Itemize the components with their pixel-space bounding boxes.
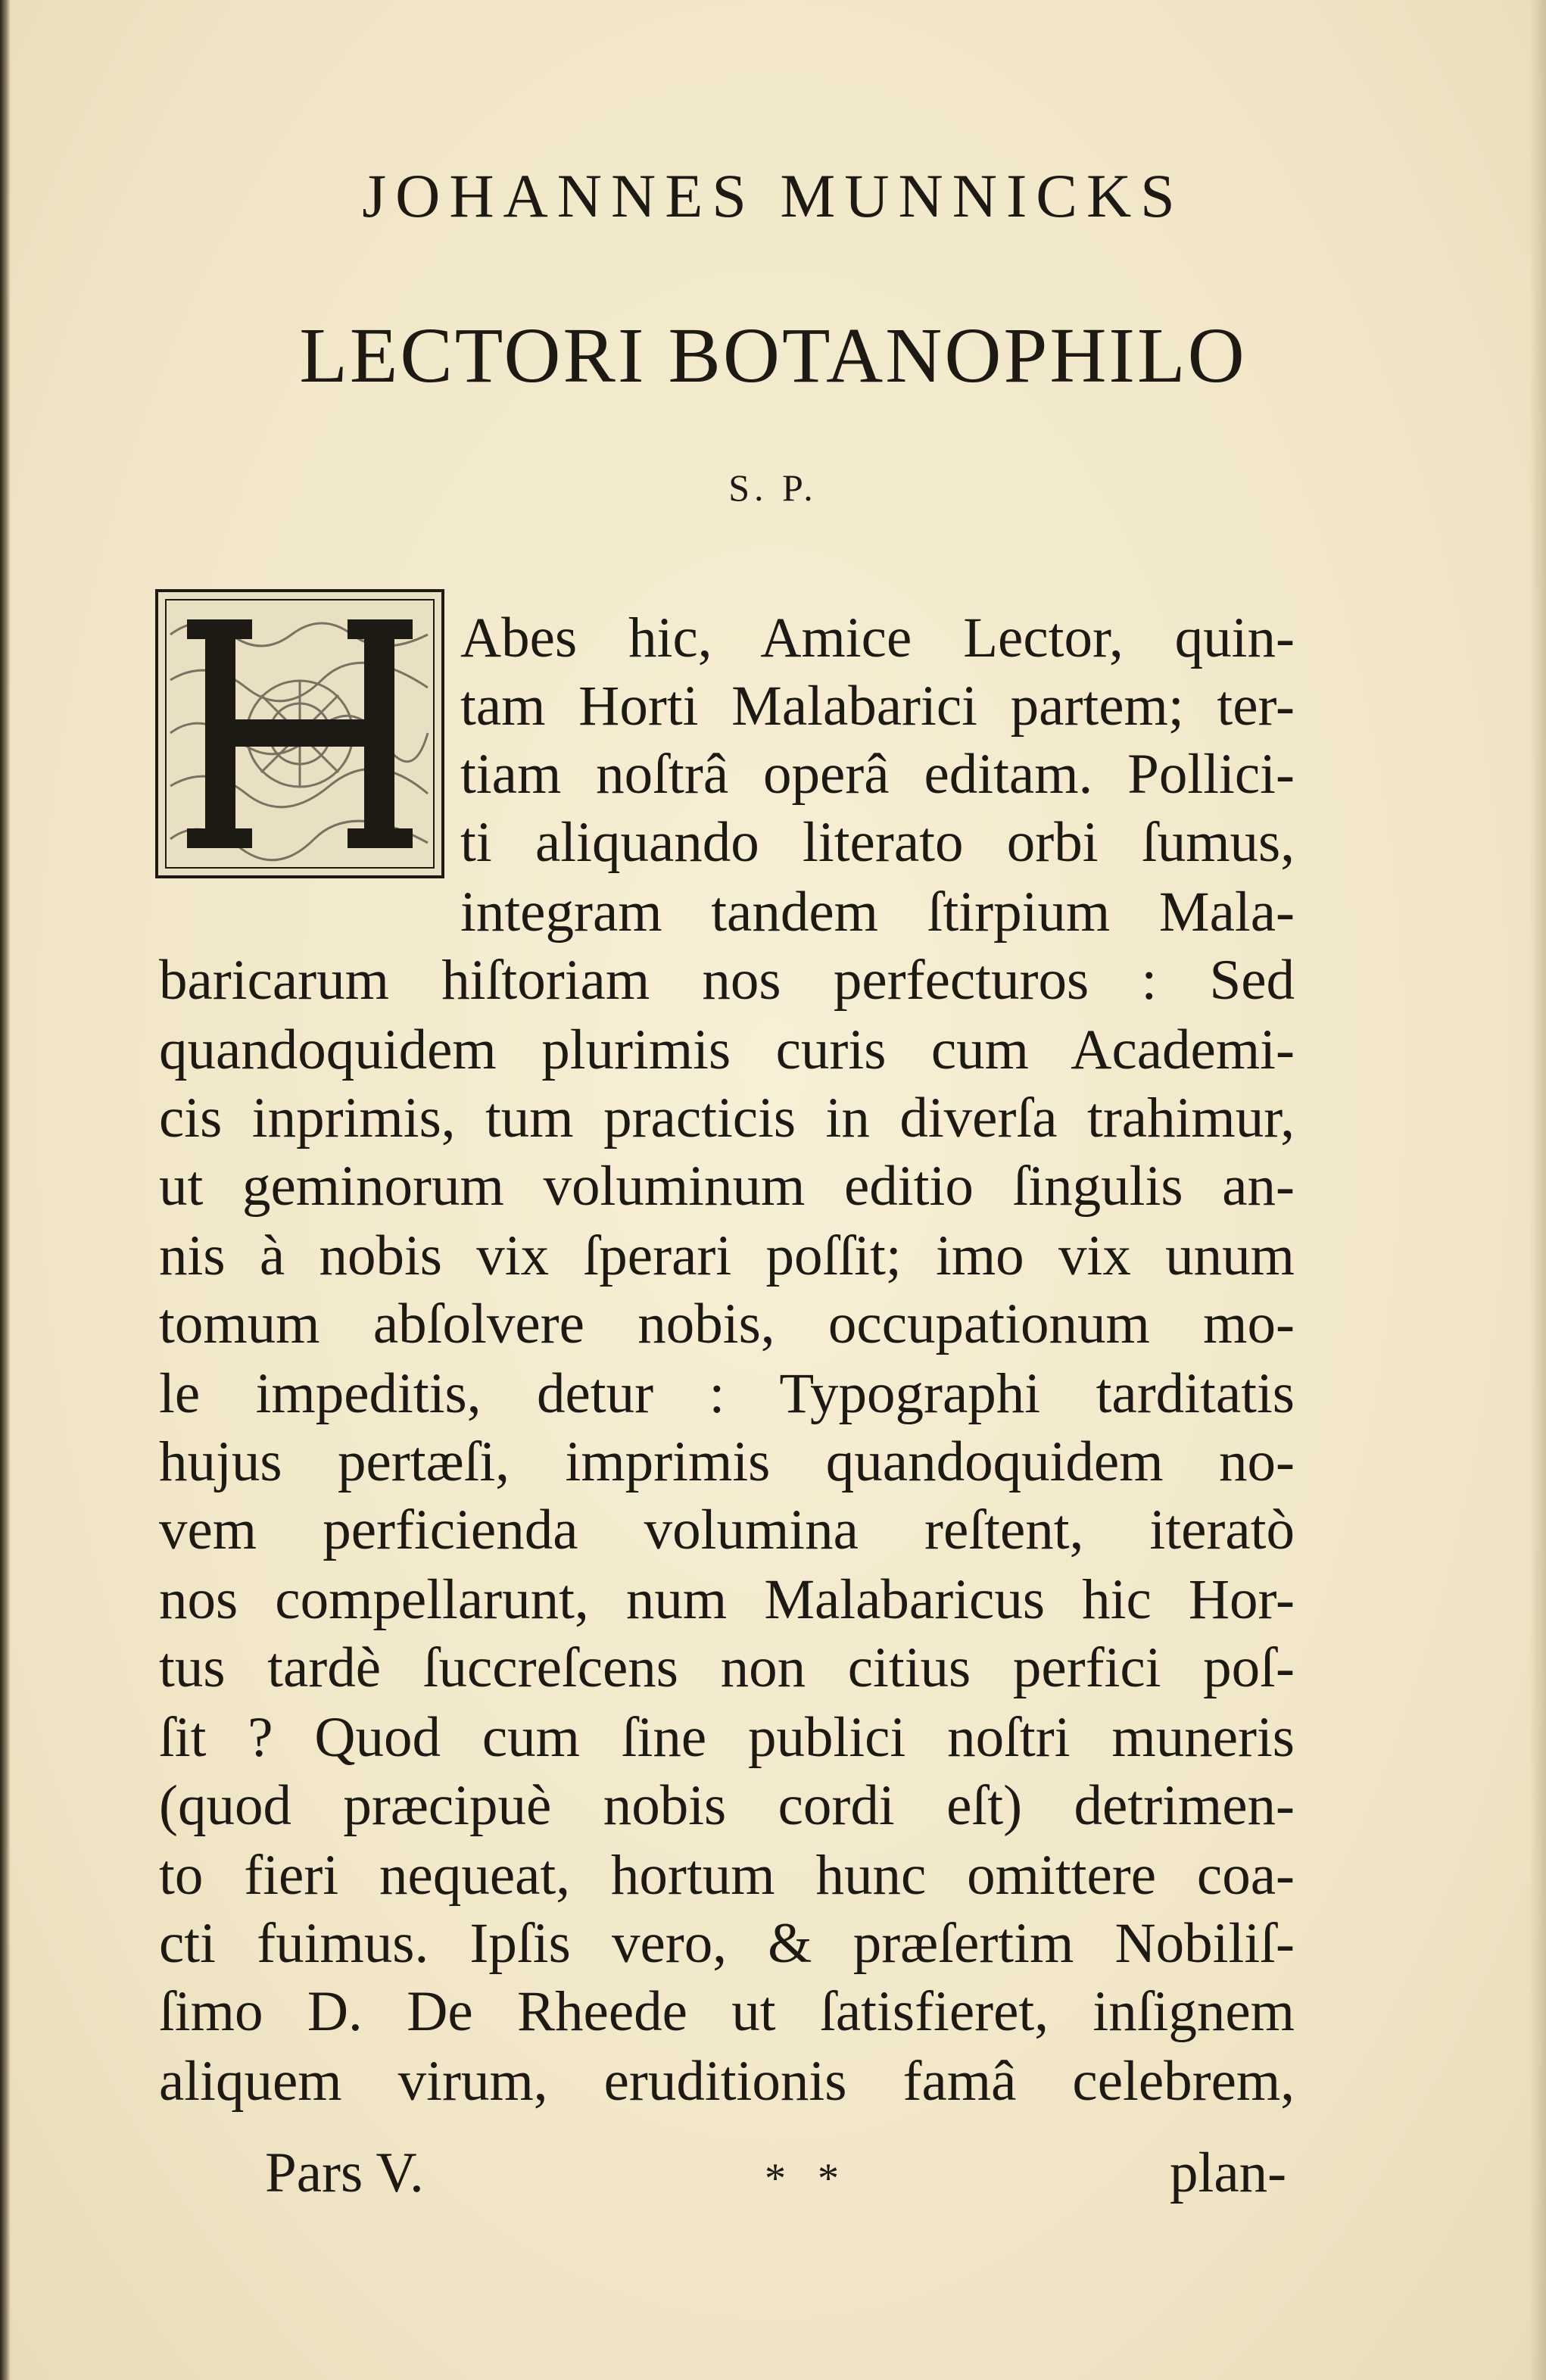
text-line: Abes hic, Amice Lector, quin- [460,607,1295,669]
text-line: hujus pertæſi, imprimis quandoquidem no- [159,1430,1295,1493]
text-line: ut geminorum voluminum editio ſingulis an- [159,1155,1295,1218]
text-line: ſit ? Quod cum ſine publici noſtri muneris [159,1706,1295,1769]
part-number: Pars V. [265,2141,424,2204]
text-line: (quod præcipuè nobis cordi eſt) detrimen- [159,1774,1295,1837]
text-line: tus tardè ſuccreſcens non citius perfici poſ- [159,1636,1295,1699]
text-line: nis à nobis vix ſperari poſſit; imo vix unum [159,1224,1295,1287]
page-title: LECTORI BOTANOPHILO [299,312,1247,399]
signature-mark: * * [765,2155,849,2202]
ornamental-drop-cap-icon [155,589,444,878]
text-line: quandoquidem plurimis curis cum Academi- [159,1018,1295,1081]
text-line: vem perficienda volumina reſtent, iteratò [159,1499,1295,1561]
salutation: S. P. [728,466,818,509]
text-line: tam Horti Malabarici partem; ter- [460,675,1295,738]
author-heading: JOHANNES MUNNICKS [362,161,1184,230]
text-line: cis inprimis, tum practicis in diverſa trahimur, [159,1087,1295,1149]
text-line: le impeditis, detur : Typographi tarditatis [159,1362,1295,1425]
text-line: baricarum hiſtoriam nos perfecturos : Sed [159,949,1295,1012]
text-line: cti fuimus. Ipſis vero, & præſertim Nobiliſ- [159,1912,1295,1975]
text-line: tomum abſolvere nobis, occupationum mo- [159,1293,1295,1355]
text-line: ti aliquando literato orbi ſumus, [460,811,1295,874]
text-line: ſimo D. De Rheede ut ſatisfieret, inſignem [159,1980,1295,2043]
catchword: plan- [1170,2141,1287,2204]
text-line: to fieri nequeat, hortum hunc omittere coa- [159,1844,1295,1907]
text-line: integram tandem ſtirpium Mala- [460,881,1295,944]
text-line: nos compellarunt, num Malabaricus hic Hor- [159,1568,1295,1631]
text-line: tiam noſtrâ operâ editam. Pollici- [460,743,1295,806]
text-line: aliquem virum, eruditionis famâ celebrem, [159,2050,1295,2113]
